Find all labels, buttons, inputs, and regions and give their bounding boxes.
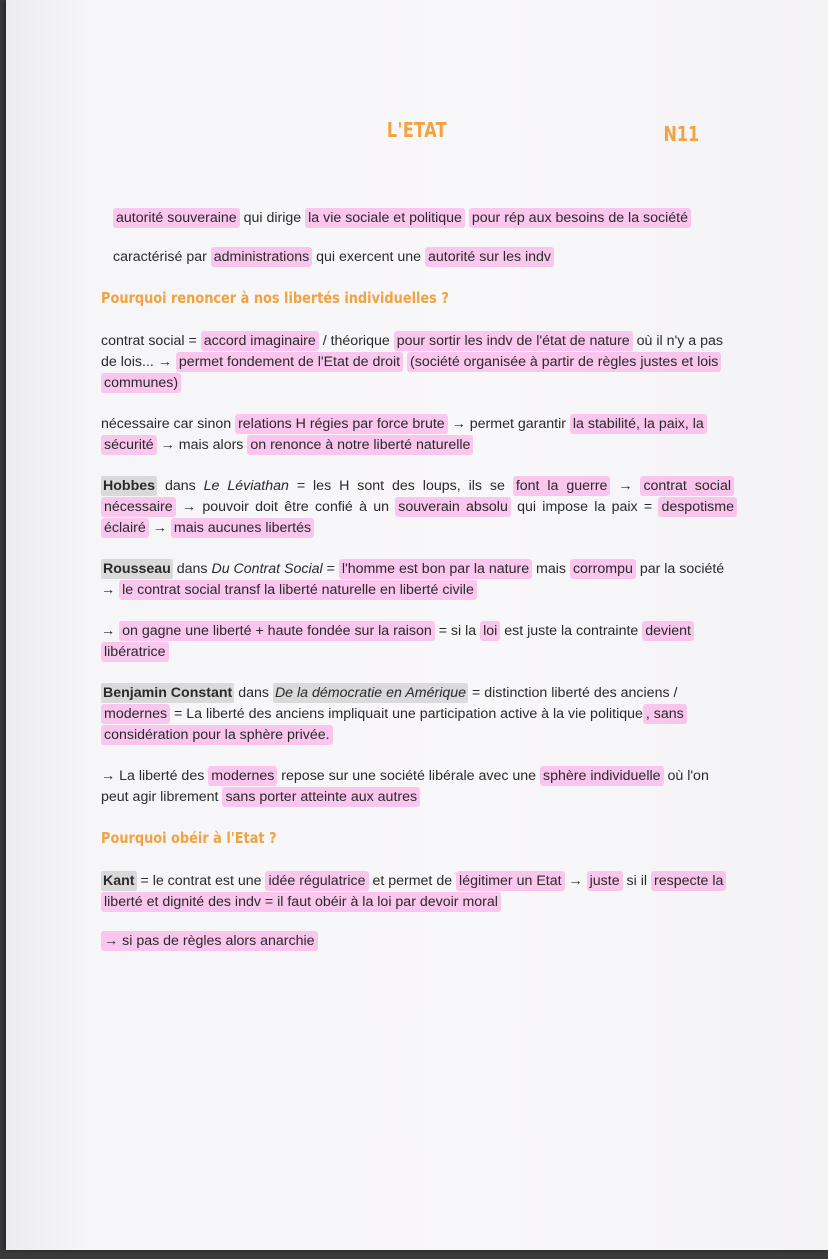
highlight: (société organisée à partir de règles justes et lois communes) xyxy=(101,352,721,393)
highlight: idée régulatrice xyxy=(265,871,368,891)
author-kant: Kant xyxy=(103,873,135,889)
text: qui dirige xyxy=(239,210,306,226)
text: où l'on peut agir librement xyxy=(101,768,709,805)
highlight: respecte la liberté et dignité des indv = il faut obéir à la loi par devoir moral xyxy=(101,871,726,912)
highlight: despotisme éclairé xyxy=(101,497,737,538)
text: dans xyxy=(157,478,204,494)
highlight: sans porter atteinte aux autres xyxy=(222,787,420,807)
highlight: l'homme est bon par la nature xyxy=(339,559,532,579)
highlight: pour rép aux besoins de la société xyxy=(469,208,691,228)
text: → permet garantir xyxy=(447,416,570,432)
author-constant: Benjamin Constant xyxy=(103,685,233,701)
text: et permet de xyxy=(368,873,457,889)
highlight: la vie sociale et politique xyxy=(305,208,465,228)
highlight: juste xyxy=(587,871,623,891)
text: = si la xyxy=(434,623,481,639)
highlight: font la guerre xyxy=(513,476,611,496)
section-heading-2: Pourquoi obéir à l'Etat ? xyxy=(101,829,277,847)
text: mais xyxy=(532,561,570,577)
text: qui exercent une xyxy=(312,249,425,265)
book-title: De la démocratie en Amérique xyxy=(274,685,467,701)
definition-line-2 xyxy=(113,247,737,268)
highlight: modernes xyxy=(208,766,277,786)
highlight: pour sortir les indv de l'état de nature xyxy=(394,331,633,351)
text: dans xyxy=(172,561,212,577)
text: = le contrat est une xyxy=(136,873,266,889)
text: est juste la contrainte xyxy=(500,623,643,639)
section-heading-1: Pourquoi renoncer à nos libertés individuelles ? xyxy=(101,289,449,307)
highlight: loi xyxy=(480,621,500,641)
text: = xyxy=(322,561,339,577)
hobbes-paragraph xyxy=(101,476,737,539)
text: si il xyxy=(622,873,651,889)
highlight: souverain absolu xyxy=(395,497,511,517)
definition-line-1 xyxy=(113,208,737,229)
text: → La liberté des xyxy=(101,768,209,784)
rousseau-paragraph xyxy=(101,559,737,601)
necessaire-paragraph xyxy=(101,414,737,456)
text: → xyxy=(610,478,641,494)
text: dans xyxy=(234,685,273,701)
highlight: relations H régies par force brute xyxy=(235,414,448,434)
highlight: sphère individuelle xyxy=(540,766,664,786)
highlight: permet fondement de l'Etat de droit xyxy=(176,352,403,372)
text: = les H sont des loups, ils se xyxy=(288,478,513,494)
highlight: on gagne une liberté + haute fondée sur la raison xyxy=(119,621,435,641)
page-code: N11 xyxy=(663,122,700,146)
constant-paragraph xyxy=(101,683,737,746)
paper-sheet xyxy=(6,0,828,1250)
anarchie-line xyxy=(101,931,737,952)
highlight: le contrat social transf la liberté naturelle en liberté civile xyxy=(119,580,477,600)
highlight: la stabilité, la paix, la sécurité xyxy=(101,414,707,455)
text: → pouvoir doit être confié à un xyxy=(175,499,396,515)
text: qui impose la paix = xyxy=(510,499,659,515)
kant-paragraph xyxy=(101,871,737,913)
text: caractérisé par xyxy=(113,249,211,265)
highlight: modernes xyxy=(101,704,170,724)
highlight: légitimer un Etat xyxy=(456,871,565,891)
highlight: , sans considération pour la sphère privée. xyxy=(101,704,687,745)
author-hobbes: Hobbes xyxy=(103,478,156,494)
text: → xyxy=(148,520,171,536)
text: → xyxy=(101,623,120,639)
highlight: autorité souveraine xyxy=(113,208,240,228)
highlight: → si pas de règles alors anarchie xyxy=(101,931,318,951)
author-rousseau: Rousseau xyxy=(103,561,171,577)
text: par la société → xyxy=(101,561,725,598)
highlight: administrations xyxy=(211,247,312,267)
highlight: devient libératrice xyxy=(101,621,694,662)
liberte-gagne-paragraph xyxy=(101,621,737,663)
text: = La liberté des anciens impliquait une participation active à la vie politique xyxy=(170,706,643,722)
text: → xyxy=(564,873,587,889)
modernes-paragraph xyxy=(101,766,737,808)
highlight: mais aucunes libertés xyxy=(171,518,314,538)
highlight: corrompu xyxy=(570,559,636,579)
text: → mais alors xyxy=(156,437,248,453)
text: / théorique xyxy=(318,333,394,349)
highlight: on renonce à notre liberté naturelle xyxy=(247,435,473,455)
text: repose sur une société libérale avec une xyxy=(277,768,540,784)
contrat-social-paragraph xyxy=(101,331,737,394)
book-title: Du Contrat Social xyxy=(211,561,323,577)
highlight: accord imaginaire xyxy=(201,331,319,351)
text: nécessaire car sinon xyxy=(101,416,236,432)
highlight: autorité sur les indv xyxy=(425,247,554,267)
notes-content xyxy=(101,208,737,952)
text: contrat social = xyxy=(101,333,201,349)
text: où il n'y a pas de lois... → xyxy=(101,333,723,370)
text: = distinction liberté des anciens / xyxy=(468,685,678,701)
page-title: L'ETAT xyxy=(386,118,448,142)
highlight: contrat social nécessaire xyxy=(101,476,734,517)
book-title: Le Léviathan xyxy=(203,478,289,494)
